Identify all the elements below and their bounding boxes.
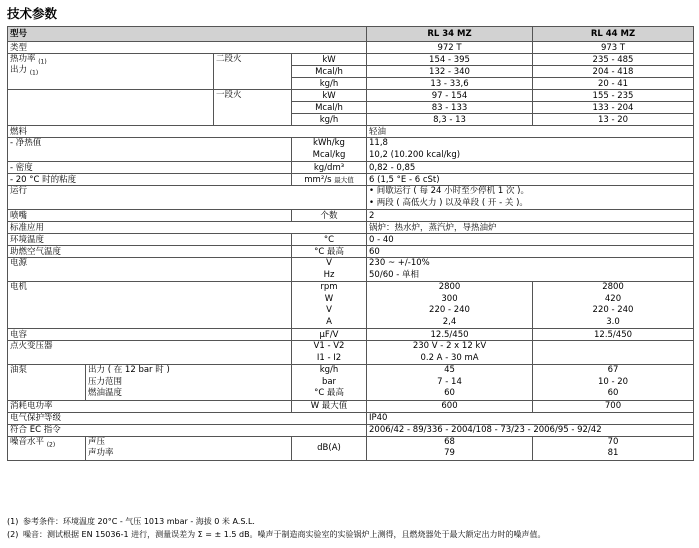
- noise-a2: 79: [444, 448, 455, 458]
- stage1-label: 一段火: [214, 90, 292, 126]
- protection-label: 电气保护等级: [8, 412, 367, 424]
- ambient-value: 0 - 40: [367, 234, 694, 246]
- heat-label-2: 出力: [10, 65, 28, 75]
- ambient-unit: °C: [292, 234, 367, 246]
- footnote-2-mark: (2): [7, 530, 19, 539]
- table-row: [8, 436, 694, 460]
- s2-unit: kg/h: [292, 78, 367, 90]
- comb-air-unit: °C 最高: [292, 246, 367, 258]
- header-model: 型号: [8, 27, 367, 42]
- lhv-unit-2: Mcal/kg: [312, 149, 346, 160]
- s1-unit: kg/h: [292, 114, 367, 126]
- motor-values-1: [367, 282, 533, 329]
- operation-line-2: • 两段 ( 高低火力 ) 以及单段 ( 开 - 关 )。: [369, 197, 528, 208]
- table-row: [8, 126, 694, 138]
- table-row: [8, 400, 694, 412]
- application-label: 标准应用: [8, 222, 367, 234]
- table-row: [8, 222, 694, 234]
- type-label: 类型: [8, 42, 367, 54]
- comb-air-label: 助燃空气温度: [8, 246, 292, 258]
- table-row: [8, 162, 694, 174]
- lhv-label: - 净热值: [8, 138, 292, 162]
- pump-label: 油泵: [8, 365, 86, 401]
- power-supply-val-2: 50/60 - 单相: [369, 269, 419, 280]
- operation-values: [367, 186, 694, 210]
- motor-v2: 2800: [602, 282, 624, 292]
- motor-unit: W: [324, 293, 334, 304]
- table-row: [8, 282, 694, 329]
- noise-label: 噪音水平: [10, 436, 45, 447]
- nozzle-label: 喷嘴: [8, 210, 292, 222]
- table-row: [8, 90, 694, 102]
- pump-values-1: [367, 365, 533, 401]
- motor-v1: 2,4: [442, 316, 457, 327]
- protection-value: IP40: [367, 412, 694, 424]
- lhv-val-2: 10,2 (10.200 kcal/kg): [369, 149, 461, 160]
- capacitor-unit: μF/V: [292, 329, 367, 341]
- power-supply-val-1: 230 ~ +/-10%: [369, 258, 430, 268]
- motor-values-2: [533, 282, 694, 329]
- ignition-val-1: 230 V - 2 x 12 kV: [412, 341, 487, 351]
- table-header-row: [8, 27, 694, 42]
- power-supply-label: 电源: [8, 258, 292, 282]
- table-row: [8, 234, 694, 246]
- ambient-label: 环境温度: [8, 234, 292, 246]
- pump-a2: 7 - 14: [437, 376, 462, 387]
- power-abs-unit: W 最大值: [292, 400, 367, 412]
- motor-unit: A: [326, 316, 332, 327]
- noise-note: (2): [46, 441, 56, 449]
- noise-label-cell: [8, 436, 86, 460]
- s1-v2: 155 - 235: [533, 90, 694, 102]
- motor-v1: 300: [441, 293, 458, 304]
- s2-v1: 13 - 33,6: [367, 78, 533, 90]
- ec-value: 2006/42 - 89/336 - 2004/108 - 73/23 - 2006/95 - 92/42: [367, 424, 694, 436]
- s1-v1: 83 - 133: [367, 102, 533, 114]
- noise-sublabels: [86, 436, 292, 460]
- power-abs-label: 消耗电功率: [8, 400, 292, 412]
- fuel-value: 轻油: [367, 126, 694, 138]
- noise-values-2: [533, 436, 694, 460]
- noise-b1: 70: [607, 436, 619, 447]
- ignition-unit-1: V1 - V2: [313, 341, 345, 351]
- motor-v2: 220 - 240: [592, 305, 634, 315]
- pump-b2: 10 - 20: [597, 376, 629, 387]
- s2-unit: kW: [292, 54, 367, 66]
- table-row: [8, 341, 694, 365]
- s1-v1: 97 - 154: [367, 90, 533, 102]
- nozzle-value: 2: [367, 210, 694, 222]
- s1-unit: kW: [292, 90, 367, 102]
- noise-sub-1: 声压: [88, 436, 106, 447]
- noise-a1: 68: [444, 436, 455, 447]
- pump-unit-3: °C 最高: [314, 388, 344, 398]
- operation-label: 运行: [8, 186, 367, 210]
- pump-b3: 60: [607, 388, 619, 398]
- table-row: [8, 258, 694, 282]
- fuel-label: 燃料: [8, 126, 367, 138]
- viscosity-value: 6 (1,5 °E - 6 cSt): [367, 174, 694, 186]
- s2-v2: 20 - 41: [533, 78, 694, 90]
- lhv-val-1: 11,8: [369, 138, 388, 148]
- ec-label: 符合 EC 指令: [8, 424, 367, 436]
- density-unit: kg/dm³: [292, 162, 367, 174]
- table-row: [8, 329, 694, 341]
- ignition-label: 点火变压器: [8, 341, 292, 365]
- heat-note: (1): [38, 58, 47, 66]
- pump-sublabels: [86, 365, 292, 401]
- table-row: [8, 210, 694, 222]
- pump-unit-1: kg/h: [319, 365, 339, 375]
- footnote-1-mark: (1): [7, 517, 19, 526]
- s2-unit: Mcal/h: [292, 66, 367, 78]
- noise-unit: dB(A): [292, 436, 367, 460]
- footnotes: [7, 515, 546, 541]
- viscosity-unit-note: 最大值: [334, 175, 354, 184]
- pump-unit-2: bar: [321, 376, 337, 387]
- pump-a1: 45: [444, 365, 455, 375]
- viscosity-unit-cell: [292, 174, 367, 186]
- table-row: [8, 424, 694, 436]
- s1-v2: 133 - 204: [533, 102, 694, 114]
- viscosity-unit: mm²/s: [304, 174, 332, 185]
- comb-air-value: 60: [367, 246, 694, 258]
- table-row: [8, 246, 694, 258]
- noise-sub-2: 声功率: [88, 448, 114, 458]
- s2-v1: 132 - 340: [367, 66, 533, 78]
- s2-v1: 154 - 395: [367, 54, 533, 66]
- capacitor-v1: 12.5/450: [367, 329, 533, 341]
- stage2-label: 二段火: [214, 54, 292, 90]
- motor-v2: 3.0: [606, 316, 620, 327]
- header-model-1: RL 34 MZ: [367, 27, 533, 42]
- capacitor-label: 电容: [8, 329, 292, 341]
- heat-label-blank: [8, 90, 214, 126]
- pump-sub-2: 压力范围: [88, 376, 123, 387]
- density-label: - 密度: [8, 162, 292, 174]
- ignition-values: [367, 341, 533, 365]
- viscosity-label: - 20 °C 时的粘度: [8, 174, 292, 186]
- pump-a3: 60: [444, 388, 455, 398]
- motor-v1: 2800: [438, 282, 461, 292]
- header-model-2: RL 44 MZ: [533, 27, 694, 42]
- pump-values-2: [533, 365, 694, 401]
- lhv-units: [292, 138, 367, 162]
- motor-v2: 420: [604, 293, 622, 304]
- power-supply-values: [367, 258, 694, 282]
- table-row: [8, 365, 694, 401]
- motor-v1: 220 - 240: [429, 305, 470, 315]
- heat-label-1: 热功率: [10, 54, 36, 64]
- nozzle-unit: 个数: [292, 210, 367, 222]
- type-v1: 972 T: [367, 42, 533, 54]
- s1-unit: Mcal/h: [292, 102, 367, 114]
- pump-b1: 67: [607, 365, 619, 375]
- motor-unit: rpm: [320, 282, 338, 292]
- table-row: [8, 54, 694, 66]
- footnote-1-text: 参考条件：环境温度 20°C - 气压 1013 mbar - 海拔 0 米 A.S.L.: [23, 517, 255, 526]
- spec-table: [7, 26, 694, 461]
- density-value: 0,82 - 0,85: [367, 162, 694, 174]
- motor-units: [292, 282, 367, 329]
- ignition-val-2: 0.2 A - 30 mA: [420, 352, 479, 363]
- footnote-1: [7, 515, 546, 528]
- pump-sub-3: 燃油温度: [88, 388, 123, 398]
- capacitor-v2: 12.5/450: [533, 329, 694, 341]
- table-row: [8, 186, 694, 210]
- motor-unit: V: [326, 305, 332, 315]
- noise-b2: 81: [607, 448, 619, 458]
- s2-v2: 235 - 485: [533, 54, 694, 66]
- noise-values-1: [367, 436, 533, 460]
- table-row: [8, 138, 694, 162]
- ignition-empty: [533, 341, 694, 365]
- heat-label-cell: [8, 54, 214, 90]
- ignition-units: [292, 341, 367, 365]
- lhv-unit-1: kWh/kg: [313, 138, 345, 148]
- table-row: [8, 412, 694, 424]
- pump-sub-1: 出力 ( 在 12 bar 时 ): [88, 365, 170, 375]
- table-row: [8, 174, 694, 186]
- s2-v2: 204 - 418: [533, 66, 694, 78]
- power-abs-v1: 600: [367, 400, 533, 412]
- lhv-values: [367, 138, 694, 162]
- type-v2: 973 T: [533, 42, 694, 54]
- pump-units: [292, 365, 367, 401]
- heat-note-2: (1): [29, 69, 39, 77]
- power-supply-unit-1: V: [326, 258, 332, 268]
- footnote-2: [7, 528, 546, 541]
- s1-v2: 13 - 20: [533, 114, 694, 126]
- footnote-2-text: 噪音：测试根据 EN 15036-1 进行，测量误差为 Σ = ± 1.5 dB。噪声于制造商实验室的实验锅炉上测得，且燃烧器处于最大额定出力时的噪声值。: [23, 530, 546, 539]
- table-row: [8, 42, 694, 54]
- s1-v1: 8,3 - 13: [367, 114, 533, 126]
- motor-label: 电机: [8, 282, 292, 329]
- operation-line-1: • 间歇运行 ( 每 24 小时至少停机 1 次 )。: [369, 186, 530, 196]
- page-title: 技术参数: [7, 6, 58, 21]
- power-supply-unit-2: Hz: [323, 269, 335, 280]
- power-supply-units: [292, 258, 367, 282]
- power-abs-v2: 700: [533, 400, 694, 412]
- application-value: 锅炉：热水炉，蒸汽炉，导热油炉: [367, 222, 694, 234]
- ignition-unit-2: I1 - I2: [316, 352, 342, 363]
